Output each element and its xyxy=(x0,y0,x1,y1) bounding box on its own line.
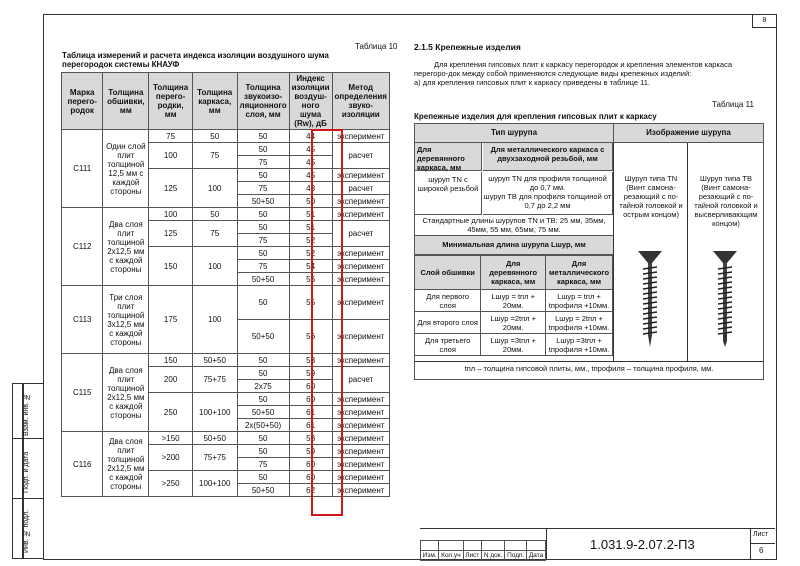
t10-method: эксперимент xyxy=(332,471,389,484)
t11-header-metal2: Для металлического каркаса, мм xyxy=(546,256,613,290)
t11-header-wood2: Для деревянного каркаса, мм xyxy=(481,256,546,290)
t10-index: 61 xyxy=(289,406,332,419)
t10-method: расчет xyxy=(332,221,389,247)
t10-mark: С113 xyxy=(62,286,103,354)
t10-insulation: 50+50 xyxy=(237,484,289,497)
screw-thread xyxy=(718,292,732,294)
t10-index: 45 xyxy=(289,143,332,156)
screw-thread xyxy=(643,332,657,334)
t10-partition: 175 xyxy=(149,286,193,354)
t10-partition: 200 xyxy=(149,367,193,393)
t10-header-partition: Толщина перего-родки, мм xyxy=(149,73,193,130)
t10-method: эксперимент xyxy=(332,260,389,273)
t10-index: 44 xyxy=(289,130,332,143)
t10-frame: 50+50 xyxy=(192,354,237,367)
table-row xyxy=(415,312,613,334)
t10-frame: 50 xyxy=(192,130,237,143)
screw-thread xyxy=(718,277,732,279)
t10-insulation: 50+50 xyxy=(237,406,289,419)
screw-thread xyxy=(718,317,732,319)
screw-thread xyxy=(718,307,732,309)
stamp-header: Кол.уч xyxy=(439,551,463,561)
t11-subheader-metal: Для металлического каркаса с двухзаходной резьбой, мм xyxy=(483,143,613,171)
t10-partition: 100 xyxy=(149,143,193,169)
t10-index: 59 xyxy=(289,367,332,380)
t10-index: 52 xyxy=(289,234,332,247)
t10-skin: Три слоя плит толщиной 3х12,5 мм с каждой стороны xyxy=(103,286,149,354)
t10-index: 50 xyxy=(289,195,332,208)
t10-insulation: 75 xyxy=(237,182,289,195)
t10-insulation: 50 xyxy=(237,169,289,182)
t10-insulation: 50+50 xyxy=(237,273,289,286)
t10-mark: С115 xyxy=(62,354,103,432)
screw-tb-icon xyxy=(712,249,738,349)
t10-insulation: 50 xyxy=(237,221,289,234)
table-row xyxy=(415,334,613,356)
t10-method: расчет xyxy=(332,143,389,169)
t10-skin: Два слоя плит толщиной 2х12,5 мм с каждой стороны xyxy=(103,208,149,286)
t10-method: эксперимент xyxy=(332,286,389,320)
t10-index: 60 xyxy=(289,380,332,393)
screw-thread xyxy=(718,327,732,329)
t10-method: эксперимент xyxy=(332,458,389,471)
t10-index: 56 xyxy=(289,273,332,286)
t10-partition: >250 xyxy=(149,471,193,497)
t11-wood-cell: Lшур =3tпл + 20мм. xyxy=(481,334,546,356)
screw-thread xyxy=(718,272,732,274)
screw-thread xyxy=(643,327,657,329)
side-strip xyxy=(12,383,43,558)
stamp-header: Лист xyxy=(463,551,481,561)
table10-title: Таблица измерений и расчета индекса изоляции воздушного шума перегородок системы КНАУФ xyxy=(62,51,329,69)
t11-metal-screws xyxy=(483,172,613,215)
t10-frame: 100 xyxy=(192,286,237,354)
section-para2: а) для крепления гипсовых плит к каркасу приведены в таблице 11. xyxy=(414,78,651,87)
t10-partition: 150 xyxy=(149,247,193,286)
t10-partition: 125 xyxy=(149,169,193,208)
t10-mark: С111 xyxy=(62,130,103,208)
section-heading: 2.1.5 Крепежные изделия xyxy=(414,42,521,52)
t10-method: расчет xyxy=(332,182,389,195)
t10-partition: 250 xyxy=(149,393,193,432)
t10-index: 60 xyxy=(289,471,332,484)
t11-min-length-header: Минимальная длина шурупа Lшур, мм xyxy=(415,236,614,255)
t10-header-frame: Толщина каркаса, мм xyxy=(192,73,237,130)
t10-index: 60 xyxy=(289,393,332,406)
doc-code: 1.031.9-2.07.2-П3 xyxy=(590,537,695,552)
t10-index: 54 xyxy=(289,260,332,273)
t10-header-method: Метод определения звуко-изоляции xyxy=(332,73,389,130)
t10-header-index: Индекс изоляции воздуш-ного шума (Rw), дБ xyxy=(289,73,332,130)
side-label-replaced: Взам. инв. № xyxy=(23,393,30,436)
t10-partition: >200 xyxy=(149,445,193,471)
section-para1: Для крепления гипсовых плит к каркасу перегородок и крепления элементов каркаса перегоро-док между собой применяются следующие виды крепежных изделий: xyxy=(414,60,732,78)
t10-method: эксперимент xyxy=(332,130,389,143)
table11-label: Таблица 11 xyxy=(712,100,754,109)
t10-method: эксперимент xyxy=(332,320,389,354)
t10-index: 45 xyxy=(289,169,332,182)
t10-partition: 75 xyxy=(149,130,193,143)
screw-thread xyxy=(643,312,657,314)
t11-metal-cell: Lшур = tпл + tпрофиля +10мм. xyxy=(546,290,613,312)
sheet-number: 6 xyxy=(759,546,764,555)
t10-index: 51 xyxy=(289,221,332,234)
t10-insulation: 75 xyxy=(237,458,289,471)
t10-frame: 100 xyxy=(192,247,237,286)
screw-thread xyxy=(718,312,732,314)
screw-thread xyxy=(718,287,732,289)
t10-mark: С116 xyxy=(62,432,103,497)
t10-insulation: 2х75 xyxy=(237,380,289,393)
t10-insulation: 50 xyxy=(237,143,289,156)
index-column-highlight xyxy=(311,129,343,516)
t10-frame: 50+50 xyxy=(192,432,237,445)
t11-layer-cell: Для второго слоя xyxy=(415,312,481,334)
t10-method: эксперимент xyxy=(332,169,389,182)
t11-wood-screw: шуруп TN с широкой резьбой xyxy=(415,172,482,215)
screw-thread xyxy=(718,282,732,284)
t10-method: эксперимент xyxy=(332,195,389,208)
t10-insulation: 75 xyxy=(237,260,289,273)
t10-skin: Два слоя плит толщиной 2х12,5 мм с каждой стороны xyxy=(103,432,149,497)
t10-method: эксперимент xyxy=(332,393,389,406)
t10-header-skin: Толщина обшивки, мм xyxy=(103,73,149,130)
t11-subheader-wood: Для деревянного каркаса, мм xyxy=(415,143,482,171)
t10-insulation: 50 xyxy=(237,208,289,221)
t10-index: 56 xyxy=(289,320,332,354)
t11-wood-cell: Lшур =2tпл + 20мм. xyxy=(481,312,546,334)
t10-insulation: 50+50 xyxy=(237,320,289,354)
t10-index: 52 xyxy=(289,247,332,260)
t10-insulation: 50 xyxy=(237,286,289,320)
table10-label: Таблица 10 xyxy=(355,42,398,51)
screw-thread xyxy=(718,322,732,324)
t10-method: эксперимент xyxy=(332,273,389,286)
t10-index: 60 xyxy=(289,458,332,471)
t10-skin: Два слоя плит толщиной 2х12,5 мм с каждой стороны xyxy=(103,354,149,432)
screw-thread xyxy=(643,307,657,309)
t10-insulation: 50 xyxy=(237,471,289,484)
screw-thread xyxy=(643,272,657,274)
t10-insulation: 50 xyxy=(237,393,289,406)
t10-header-insulation: Толщина звукоизо-ляционного слоя, мм xyxy=(237,73,289,130)
t10-method: эксперимент xyxy=(332,445,389,458)
page-number-top: 8 xyxy=(762,17,767,24)
screw-thread xyxy=(643,287,657,289)
t11-standard-lengths: Стандартные длины шурупов TN и TB: 25 мм, 35мм, 45мм, 55 мм, 65мм, 75 мм. xyxy=(415,216,614,236)
screw-thread xyxy=(718,302,732,304)
t10-insulation: 2х(50+50) xyxy=(237,419,289,432)
t11-header-image: Изображение шурупа xyxy=(614,124,763,143)
table11-title: Крепежные изделия для крепления гипсовых плит к каркасу xyxy=(414,112,657,121)
t10-index: 55 xyxy=(289,286,332,320)
t10-index: 48 xyxy=(289,182,332,195)
t10-insulation: 50 xyxy=(237,130,289,143)
screw-thread xyxy=(643,277,657,279)
table-row xyxy=(415,290,613,312)
t10-frame: 100+100 xyxy=(192,471,237,497)
screw-thread xyxy=(643,297,657,299)
t10-index: 45 xyxy=(289,156,332,169)
t10-frame: 75+75 xyxy=(192,445,237,471)
t11-header-layer: Слой обшивки xyxy=(415,256,481,290)
t10-insulation: 75 xyxy=(237,234,289,247)
stamp-header: Дата xyxy=(527,551,546,561)
t10-method: эксперимент xyxy=(332,247,389,260)
t10-insulation: 50 xyxy=(237,354,289,367)
side-label-inventory: Инв. № подл. xyxy=(23,509,30,553)
t10-method: эксперимент xyxy=(332,354,389,367)
screw-thread xyxy=(643,302,657,304)
t10-method: эксперимент xyxy=(332,484,389,497)
t11-wood-cell: Lшур = tпл + 20мм. xyxy=(481,290,546,312)
t10-index: 61 xyxy=(289,419,332,432)
t10-skin: Один слой плит толщиной 12,5 мм с каждой стороны xyxy=(103,130,149,208)
t10-frame: 75+75 xyxy=(192,367,237,393)
screw-thread xyxy=(718,267,732,269)
t10-mark: С112 xyxy=(62,208,103,286)
t10-frame: 100+100 xyxy=(192,393,237,432)
t10-partition: 150 xyxy=(149,354,193,367)
screw-thread xyxy=(643,282,657,284)
table11 xyxy=(414,123,764,380)
t11-footnote: tпл – толщина гипсовой плиты, мм., tпрофиля – толщина профиля, мм. xyxy=(464,364,714,373)
t10-insulation: 50 xyxy=(237,247,289,260)
t10-method: эксперимент xyxy=(332,406,389,419)
t10-frame: 100 xyxy=(192,169,237,208)
t11-layer-cell: Для первого слоя xyxy=(415,290,481,312)
t10-method: эксперимент xyxy=(332,208,389,221)
t10-index: 51 xyxy=(289,208,332,221)
t11-metal-screw-tn: шуруп TN для профиля толщиной до 0,7 мм. xyxy=(488,174,607,192)
t11-metal-cell: Lшур =3tпл + tпрофиля +10мм. xyxy=(546,334,613,356)
t11-layer-cell: Для третьего слоя xyxy=(415,334,481,356)
stamp-header: Подп. xyxy=(505,551,527,561)
t10-method: расчет xyxy=(332,367,389,393)
side-label-signature: Подп. и дата xyxy=(23,451,30,493)
t10-insulation: 50 xyxy=(237,432,289,445)
screw-tn-icon xyxy=(637,249,663,349)
screw-thread xyxy=(643,322,657,324)
t10-frame: 75 xyxy=(192,221,237,247)
t10-partition: 125 xyxy=(149,221,193,247)
t10-index: 62 xyxy=(289,484,332,497)
t11-metal-screw-tb: шуруп TB для профиля толщиной от 0,7 до 2,2 мм xyxy=(483,192,612,210)
t10-frame: 50 xyxy=(192,208,237,221)
t10-insulation: 50 xyxy=(237,367,289,380)
t11-image-tn-caption: Шуруп типа TN (Винт самона-резающий с по-тайной головкой и острым концом) xyxy=(619,174,683,219)
screw-thread xyxy=(643,267,657,269)
t11-metal-cell: Lшур = 2tпл + tпрофиля +10мм. xyxy=(546,312,613,334)
t10-frame: 75 xyxy=(192,143,237,169)
t10-index: 59 xyxy=(289,445,332,458)
t10-header-mark: Марка перего-родок xyxy=(62,73,103,130)
page-number-box xyxy=(752,14,777,28)
sheet-label: Лист xyxy=(753,531,769,538)
t11-layer-table xyxy=(415,255,613,356)
screw-thread xyxy=(643,317,657,319)
screw-thread xyxy=(718,297,732,299)
t11-header-type: Тип шурупа xyxy=(415,124,614,143)
stamp-header: N док. xyxy=(482,551,505,561)
t10-index: 58 xyxy=(289,432,332,445)
t10-method: эксперимент xyxy=(332,432,389,445)
title-block xyxy=(420,528,775,559)
t10-insulation: 50+50 xyxy=(237,195,289,208)
stamp-header: Изм. xyxy=(421,551,439,561)
t11-image-tb-caption: Шуруп типа TB (Винт самона-резающий с по-тайной головкой и высверливающим концом) xyxy=(694,174,758,228)
t10-insulation: 75 xyxy=(237,156,289,169)
t10-partition: 100 xyxy=(149,208,193,221)
t10-insulation: 50 xyxy=(237,445,289,458)
t10-method: эксперимент xyxy=(332,419,389,432)
t10-partition: >150 xyxy=(149,432,193,445)
t10-index: 58 xyxy=(289,354,332,367)
screw-thread xyxy=(643,292,657,294)
